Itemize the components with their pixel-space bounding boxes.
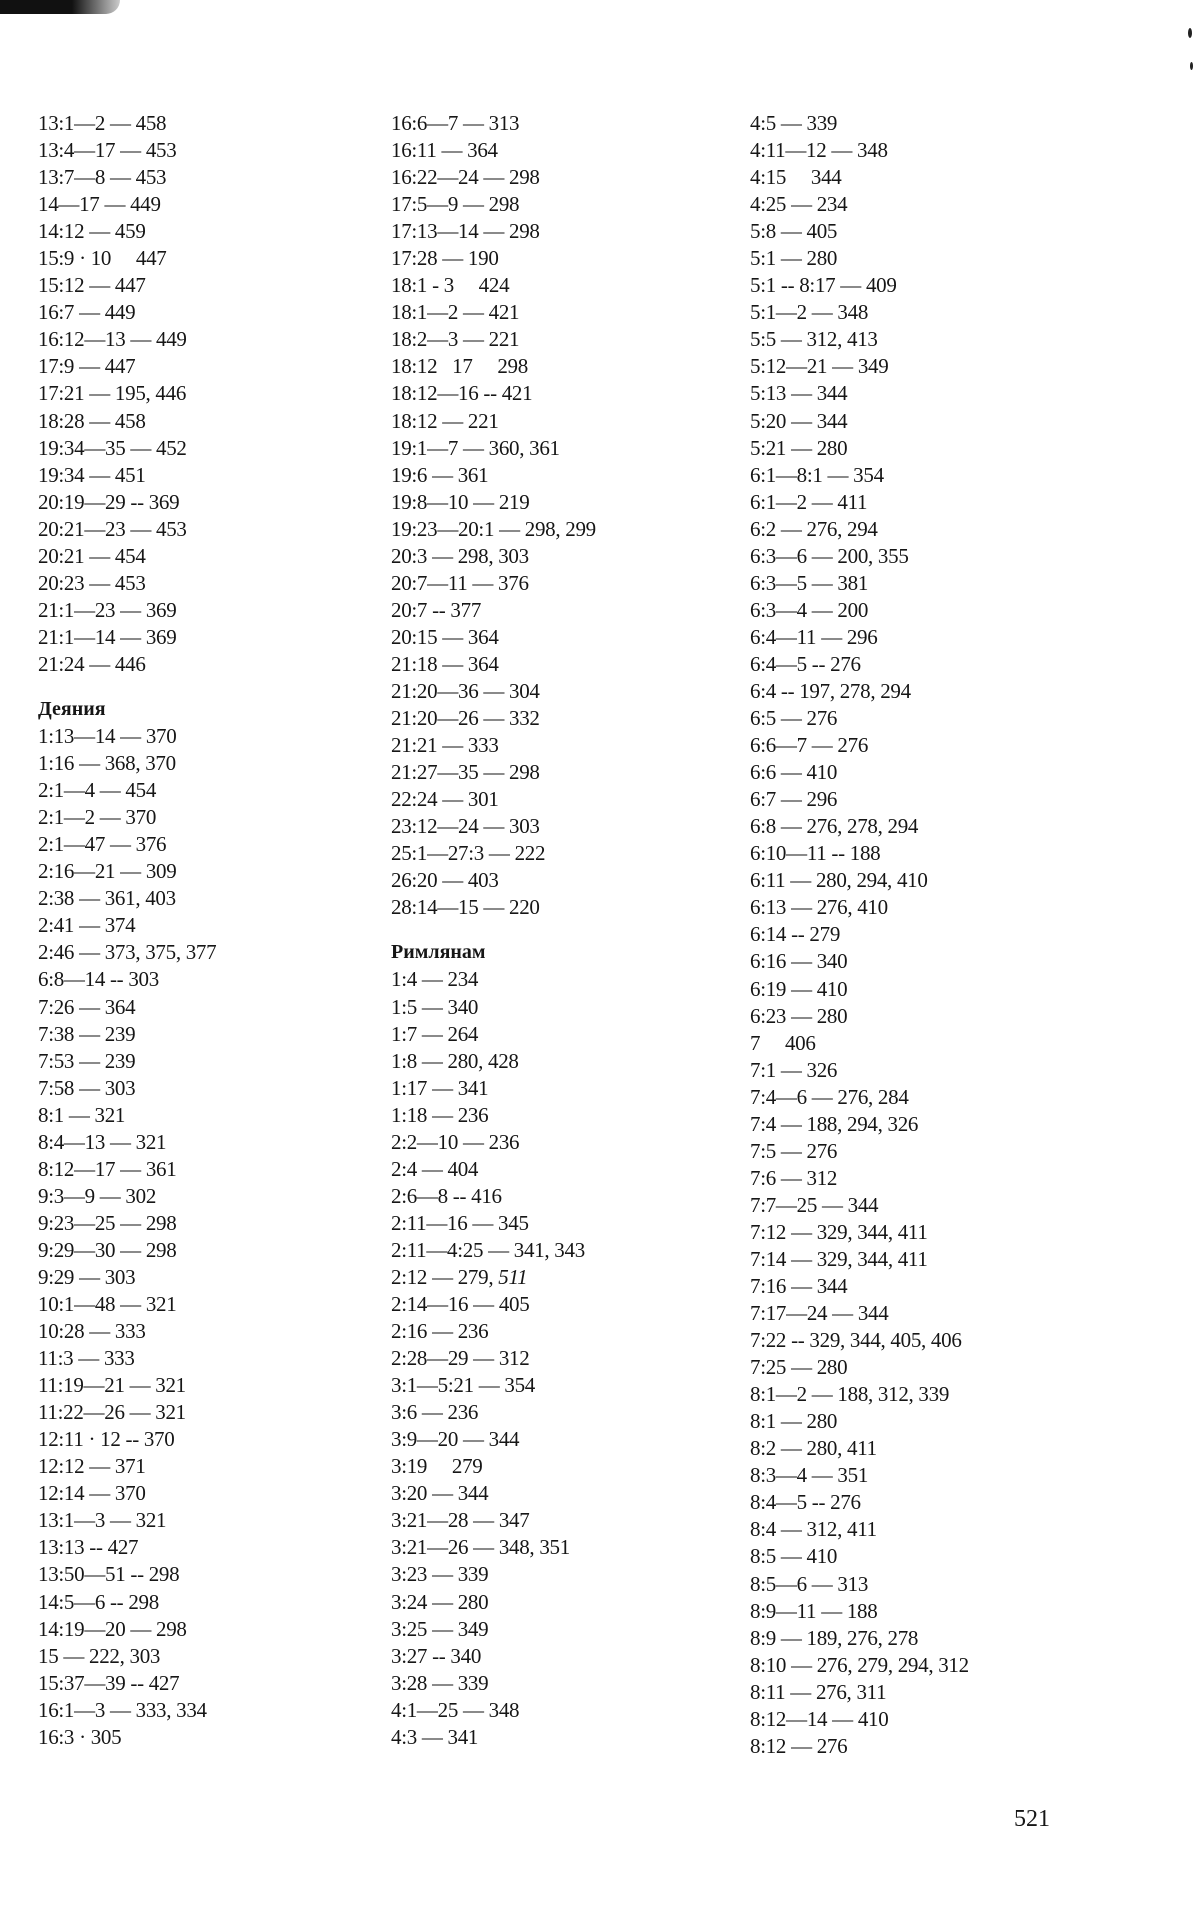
index-entry: 20:21 — 454	[38, 543, 146, 568]
scan-dot	[1188, 28, 1192, 38]
index-entry: 16:1—3 — 333, 334	[38, 1697, 207, 1722]
index-entry: 6:7 — 296	[750, 787, 838, 812]
index-entry: 11:19—21 — 321	[38, 1373, 186, 1398]
index-column-1	[38, 110, 398, 1751]
index-entry: 2:11—16 — 345	[391, 1210, 529, 1235]
index-entry: 7:1 — 326	[750, 1057, 838, 1082]
index-entry: 7:58 — 303	[38, 1075, 136, 1100]
index-entry: 3:21—26 — 348, 351	[391, 1535, 570, 1560]
index-entry: 1:13—14 — 370	[38, 724, 177, 749]
index-entry: 16:22—24 — 298	[391, 165, 540, 190]
index-entry: 12:11 · 12 -- 370	[38, 1427, 175, 1452]
index-entry: 7:16 — 344	[750, 1274, 848, 1299]
index-entry: 6:8—14 -- 303	[38, 967, 159, 992]
index-entry: 3:27 -- 340	[391, 1643, 482, 1668]
index-entry: 14:5—6 -- 298	[38, 1589, 159, 1614]
index-column-2	[391, 110, 751, 1751]
index-entry: 8:5 — 410	[750, 1544, 838, 1569]
index-entry: 9:29 — 303	[38, 1264, 136, 1289]
index-entry: 21:27—35 — 298	[391, 760, 540, 785]
index-entry: 10:1—48 — 321	[38, 1292, 177, 1317]
index-entry: 15 — 222, 303	[38, 1643, 161, 1668]
index-entry: 17:5—9 — 298	[391, 192, 520, 217]
index-entry: 6:13 — 276, 410	[750, 895, 888, 920]
index-entry: 7:6 — 312	[750, 1165, 838, 1190]
index-entry: 6:19 — 410	[750, 976, 848, 1001]
index-entry: 14:19—20 — 298	[38, 1616, 187, 1641]
index-entry: 18:28 — 458	[38, 408, 146, 433]
index-entry: 7:14 — 329, 344, 411	[750, 1246, 928, 1271]
index-entry: 21:24 — 446	[38, 651, 146, 676]
index-entry: 9:29—30 — 298	[38, 1237, 177, 1262]
index-entry: 25:1—27:3 — 222	[391, 841, 546, 866]
index-entry: 15:9 · 10 447	[38, 246, 167, 271]
index-entry: 2:16 — 236	[391, 1319, 489, 1344]
index-entry: 26:20 — 403	[391, 868, 499, 893]
index-entry: 21:1—23 — 369	[38, 597, 177, 622]
index-entry: 8:2 — 280, 411	[750, 1436, 877, 1461]
index-entry: 12:14 — 370	[38, 1481, 146, 1506]
index-entry: 5:1 -- 8:17 — 409	[750, 273, 897, 298]
scan-smudge	[0, 0, 120, 14]
index-entry: 5:20 — 344	[750, 408, 848, 433]
index-entry: 8:4 — 312, 411	[750, 1517, 877, 1542]
index-entry: 17:21 — 195, 446	[38, 381, 187, 406]
index-entry: 4:1—25 — 348	[391, 1697, 520, 1722]
index-entry: 2:16—21 — 309	[38, 859, 177, 884]
index-entry: 23:12—24 — 303	[391, 814, 540, 839]
index-entry: 28:14—15 — 220	[391, 895, 540, 920]
index-entry: 8:3—4 — 351	[750, 1463, 869, 1488]
index-entry: 17:13—14 — 298	[391, 219, 540, 244]
index-entry: 6:23 — 280	[750, 1003, 848, 1028]
index-entry: 3:6 — 236	[391, 1400, 479, 1425]
index-entry: 8:9—11 — 188	[750, 1598, 878, 1623]
index-entry: 2:1—47 — 376	[38, 832, 167, 857]
index-entry: 7:5 — 276	[750, 1138, 838, 1163]
index-entry: 7:38 — 239	[38, 1021, 136, 1046]
index-entry: 6:2 — 276, 294	[750, 516, 878, 541]
index-entry: 6:4—11 — 296	[750, 624, 878, 649]
index-entry: 1:16 — 368, 370	[38, 751, 176, 776]
index-entry: 16:3 · 305	[38, 1724, 122, 1749]
index-entry: 4:3 — 341	[391, 1724, 479, 1749]
index-entry: 19:8—10 — 219	[391, 489, 530, 514]
index-entry: 16:6—7 — 313	[391, 111, 520, 135]
index-entry: 16:12—13 — 449	[38, 327, 187, 352]
index-entry: 9:3—9 — 302	[38, 1183, 157, 1208]
index-entry: 20:15 — 364	[391, 624, 499, 649]
index-entry: 2:11—4:25 — 341, 343	[391, 1237, 585, 1262]
index-entry: 7:53 — 239	[38, 1048, 136, 1073]
index-entry: 7:12 — 329, 344, 411	[750, 1219, 928, 1244]
index-entry: 6:1—2 — 411	[750, 489, 868, 514]
index-entry: 21:20—26 — 332	[391, 706, 540, 731]
index-entry: 18:1 - 3 424	[391, 273, 510, 298]
index-entry: 20:19—29 -- 369	[38, 489, 180, 514]
index-entry: 6:10—11 -- 188	[750, 841, 881, 866]
index-entry: 3:19 279	[391, 1454, 483, 1479]
index-entry: 17:28 — 190	[391, 246, 499, 271]
index-entry: 18:12 — 221	[391, 408, 499, 433]
index-entry: 13:7—8 — 453	[38, 165, 167, 190]
index-entry: 7:7—25 — 344	[750, 1192, 879, 1217]
index-entry: 3:28 — 339	[391, 1670, 489, 1695]
index-entry: 2:12 — 279, 511	[391, 1264, 528, 1289]
index-entry: 6:3—5 — 381	[750, 570, 869, 595]
index-entry: 4:11—12 — 348	[750, 138, 888, 163]
index-entry: 18:12 17 298	[391, 354, 528, 379]
index-entry: 6:14 -- 279	[750, 922, 841, 947]
index-entry: 2:28—29 — 312	[391, 1346, 530, 1371]
index-entry: 6:1—8:1 — 354	[750, 462, 884, 487]
index-entry: 22:24 — 301	[391, 787, 499, 812]
index-entry: 6:8 — 276, 278, 294	[750, 814, 919, 839]
index-entry: 6:4—5 -- 276	[750, 651, 861, 676]
index-entry: 1:8 — 280, 428	[391, 1048, 519, 1073]
page-number: 521	[1014, 1806, 1050, 1832]
index-entry: 6:6 — 410	[750, 760, 838, 785]
index-entry: 14:12 — 459	[38, 219, 146, 244]
index-entry: 18:2—3 — 221	[391, 327, 520, 352]
index-entry: 8:9 — 189, 276, 278	[750, 1625, 919, 1650]
index-entry: 12:12 — 371	[38, 1454, 146, 1479]
index-entry: 8:1 — 280	[750, 1409, 838, 1434]
index-entry: 5:13 — 344	[750, 381, 848, 406]
index-entry: 7 406	[750, 1030, 816, 1055]
index-entry: 2:14—16 — 405	[391, 1292, 530, 1317]
index-entry: 10:28 — 333	[38, 1319, 146, 1344]
index-entry: 7:22 -- 329, 344, 405, 406	[750, 1328, 962, 1353]
index-entry: 16:7 — 449	[38, 300, 136, 325]
index-entry: 16:11 — 364	[391, 138, 498, 163]
index-entry: 6:4 -- 197, 278, 294	[750, 678, 911, 703]
index-entry: 19:6 — 361	[391, 462, 489, 487]
index-entry: 13:4—17 — 453	[38, 138, 177, 163]
index-entry: 3:1—5:21 — 354	[391, 1373, 535, 1398]
index-entry: 8:1 — 321	[38, 1102, 126, 1127]
index-entry: 3:21—28 — 347	[391, 1508, 530, 1533]
index-entry: 8:10 — 276, 279, 294, 312	[750, 1652, 969, 1677]
index-entry: 8:4—13 — 321	[38, 1129, 167, 1154]
index-entry: 21:18 — 364	[391, 651, 499, 676]
index-column-3	[750, 110, 1110, 1760]
scan-dot	[1190, 62, 1193, 70]
index-entry: 4:25 — 234	[750, 192, 848, 217]
index-entry: 17:9 — 447	[38, 354, 136, 379]
index-entry: 21:1—14 — 369	[38, 624, 177, 649]
index-entry: 19:1—7 — 360, 361	[391, 435, 560, 460]
section-heading: Деяния	[38, 697, 106, 720]
index-entry: 1:5 — 340	[391, 994, 479, 1019]
index-entry: 13:50—51 -- 298	[38, 1562, 180, 1587]
index-entry: 2:4 — 404	[391, 1156, 479, 1181]
index-entry: 3:20 — 344	[391, 1481, 489, 1506]
index-entry: 8:1—2 — 188, 312, 339	[750, 1382, 950, 1407]
index-entry: 9:23—25 — 298	[38, 1210, 177, 1235]
index-entry: 8:12—17 — 361	[38, 1156, 177, 1181]
index-entry: 19:34 — 451	[38, 462, 146, 487]
index-entry: 8:12 — 276	[750, 1733, 848, 1758]
index-entry: 4:5 — 339	[750, 111, 838, 135]
index-entry: 1:18 — 236	[391, 1102, 489, 1127]
index-entry: 18:1—2 — 421	[391, 300, 520, 325]
index-entry: 2:1—2 — 370	[38, 805, 157, 830]
index-entry: 13:1—2 — 458	[38, 111, 167, 135]
index-entry: 7:25 — 280	[750, 1355, 848, 1380]
index-entry: 8:5—6 — 313	[750, 1571, 869, 1596]
index-entry: 20:3 — 298, 303	[391, 543, 529, 568]
index-entry: 8:4—5 -- 276	[750, 1490, 861, 1515]
index-entry: 19:34—35 — 452	[38, 435, 187, 460]
index-entry: 6:6—7 — 276	[750, 733, 869, 758]
section-heading: Римлянам	[391, 941, 486, 964]
index-entry: 2:2—10 — 236	[391, 1129, 520, 1154]
index-entry: 20:21—23 — 453	[38, 516, 187, 541]
index-entry: 21:21 — 333	[391, 733, 499, 758]
index-entry: 5:21 — 280	[750, 435, 848, 460]
index-entry: 21:20—36 — 304	[391, 678, 540, 703]
index-entry: 2:1—4 — 454	[38, 778, 157, 803]
index-entry: 5:1 — 280	[750, 246, 838, 271]
index-entry: 11:3 — 333	[38, 1346, 135, 1371]
index-entry: 7:4—6 — 276, 284	[750, 1084, 909, 1109]
index-entry: 3:23 — 339	[391, 1562, 489, 1587]
index-entry: 8:12—14 — 410	[750, 1706, 889, 1731]
index-entry: 6:11 — 280, 294, 410	[750, 868, 928, 893]
index-entry: 13:13 -- 427	[38, 1535, 139, 1560]
index-entry: 2:46 — 373, 375, 377	[38, 940, 217, 965]
index-entry: 2:6—8 -- 416	[391, 1183, 502, 1208]
index-entry: 15:12 — 447	[38, 273, 146, 298]
index-entry: 3:24 — 280	[391, 1589, 489, 1614]
index-entry: 8:11 — 276, 311	[750, 1679, 887, 1704]
index-entry: 18:12—16 -- 421	[391, 381, 533, 406]
index-entry: 2:41 — 374	[38, 913, 136, 938]
index-entry: 2:38 — 361, 403	[38, 886, 176, 911]
index-entry: 5:12—21 — 349	[750, 354, 889, 379]
index-entry: 20:23 — 453	[38, 570, 146, 595]
index-entry: 1:4 — 234	[391, 967, 479, 992]
index-entry: 6:3—6 — 200, 355	[750, 543, 909, 568]
index-entry: 7:26 — 364	[38, 994, 136, 1019]
index-entry: 3:25 — 349	[391, 1616, 489, 1641]
index-entry: 6:5 — 276	[750, 706, 838, 731]
index-entry: 20:7 -- 377	[391, 597, 482, 622]
index-entry: 4:15 344	[750, 165, 842, 190]
index-entry: 6:3—4 — 200	[750, 597, 869, 622]
index-entry: 1:17 — 341	[391, 1075, 489, 1100]
index-entry: 15:37—39 -- 427	[38, 1670, 180, 1695]
index-entry: 11:22—26 — 321	[38, 1400, 186, 1425]
index-entry: 13:1—3 — 321	[38, 1508, 167, 1533]
index-entry: 7:17—24 — 344	[750, 1301, 889, 1326]
index-entry: 5:8 — 405	[750, 219, 838, 244]
index-entry: 19:23—20:1 — 298, 299	[391, 516, 596, 541]
index-entry: 3:9—20 — 344	[391, 1427, 520, 1452]
index-entry: 14—17 — 449	[38, 192, 161, 217]
index-entry: 6:16 — 340	[750, 949, 848, 974]
index-entry: 5:1—2 — 348	[750, 300, 869, 325]
index-entry: 5:5 — 312, 413	[750, 327, 878, 352]
index-entry: 1:7 — 264	[391, 1021, 479, 1046]
index-entry: 20:7—11 — 376	[391, 570, 529, 595]
index-entry: 7:4 — 188, 294, 326	[750, 1111, 919, 1136]
